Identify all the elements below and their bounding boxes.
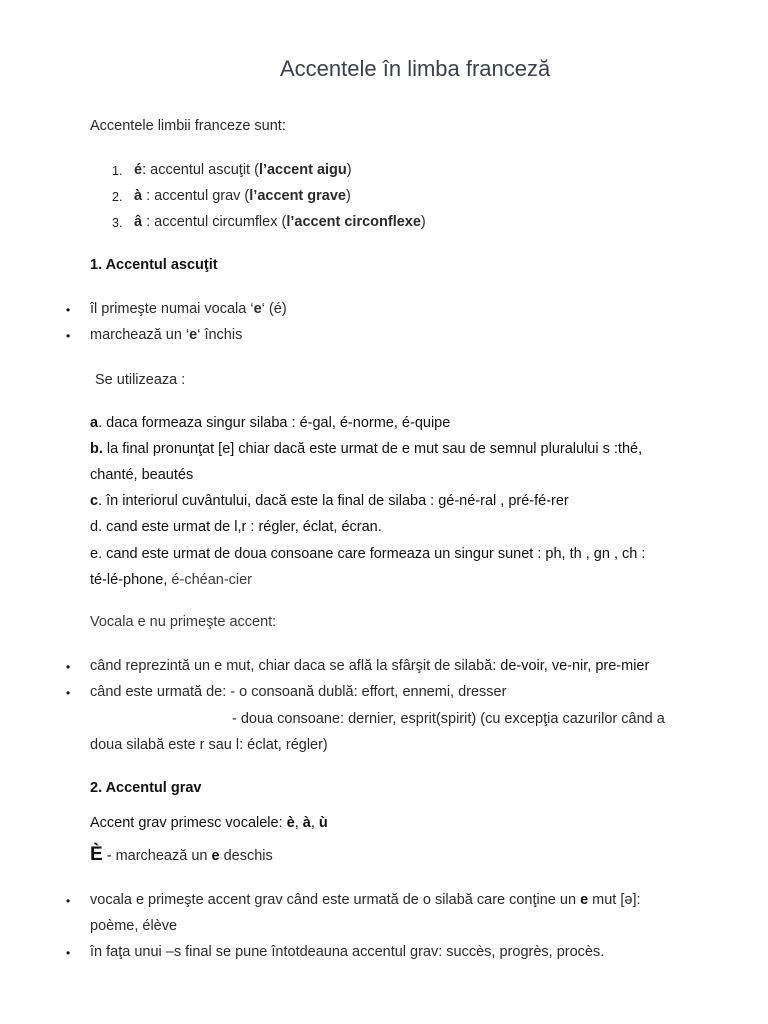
accent-name: l’accent grave bbox=[249, 188, 346, 204]
usage-line: a. daca formeaza singur silaba : é-gal, é-norme, é-quipe bbox=[90, 415, 451, 431]
bullet-icon: • bbox=[66, 660, 71, 674]
accent-name: l’accent circonflexe bbox=[286, 214, 421, 230]
page-title: Accentele în limba franceză bbox=[280, 56, 551, 81]
big-letter: È bbox=[90, 844, 103, 865]
usage-line-cont: chanté, beautés bbox=[90, 467, 194, 483]
intro-text: Accentele limbii franceze sunt: bbox=[90, 118, 286, 134]
list-item-cont: doua silabă este r sau l: éclat, régler) bbox=[90, 737, 328, 753]
section-heading: 1. Accentul ascuţit bbox=[90, 257, 218, 273]
usage-line-cont: té-lé-phone, é-chéan-cier bbox=[90, 572, 253, 588]
list-number: 3. bbox=[112, 216, 123, 230]
marks-line: È - marchează un e deschis bbox=[90, 844, 273, 865]
accent-letter: â bbox=[134, 214, 143, 230]
bullet-icon: • bbox=[66, 894, 71, 908]
list-item: când reprezintă un e mut, chiar daca se află la sfârşit de silabă: de-voir, ve-nir, pre-mier bbox=[90, 658, 650, 674]
accent-name: l’accent aigu bbox=[258, 162, 347, 178]
usage-label: Se utilizeaza : bbox=[95, 372, 186, 388]
list-item: îl primeşte numai vocala ‘e‘ (é) bbox=[90, 301, 287, 317]
usage-line: d. cand este urmat de l,r : régler, éclat, écran. bbox=[90, 519, 382, 535]
section-heading: 2. Accentul grav bbox=[90, 780, 202, 796]
accent-letter: é bbox=[134, 162, 143, 178]
list-item-cont: poème, élève bbox=[90, 918, 178, 934]
bullet-icon: • bbox=[66, 303, 71, 317]
usage-line: b. la final pronunţat [e] chiar dacă este urmat de e mut sau de semnul pluralului s :thé, bbox=[90, 441, 643, 457]
list-item-cont: - doua consoane: dernier, esprit(spirit) (cu excepţia cazurilor când a bbox=[232, 711, 665, 727]
bullet-icon: • bbox=[66, 329, 71, 343]
list-item: în faţa unui –s final se pune întotdeauna accentul grav: succès, progrès, procès. bbox=[90, 944, 605, 960]
no-accent-label: Vocala e nu primeşte accent: bbox=[90, 614, 277, 630]
list-item: marchează un ‘e‘ închis bbox=[90, 327, 243, 343]
list-item: é: accentul ascuţit (l’accent aigu) bbox=[134, 162, 352, 178]
bullet-icon: • bbox=[66, 946, 71, 960]
list-item: à : accentul grav (l’accent grave) bbox=[134, 188, 351, 204]
list-item: â : accentul circumflex (l’accent circonflexe) bbox=[134, 214, 426, 230]
usage-line: c. în interiorul cuvântului, dacă este la final de silaba : gé-né-ral , pré-fé-rer bbox=[90, 493, 569, 509]
bullet-icon: • bbox=[66, 686, 71, 700]
vowels-line: Accent grav primesc vocalele: è, à, ù bbox=[90, 815, 328, 831]
list-number: 2. bbox=[112, 190, 123, 204]
usage-line: e. cand este urmat de doua consoane care formeaza un singur sunet : ph, th , gn , ch : bbox=[90, 546, 646, 562]
list-number: 1. bbox=[112, 164, 123, 178]
accent-letter: à bbox=[134, 188, 143, 204]
list-item: vocala e primeşte accent grav când este urmată de o silabă care conţine un e mut [ə]: bbox=[90, 892, 641, 908]
list-item: când este urmată de: - o consoană dublă: effort, ennemi, dresser bbox=[90, 684, 507, 700]
